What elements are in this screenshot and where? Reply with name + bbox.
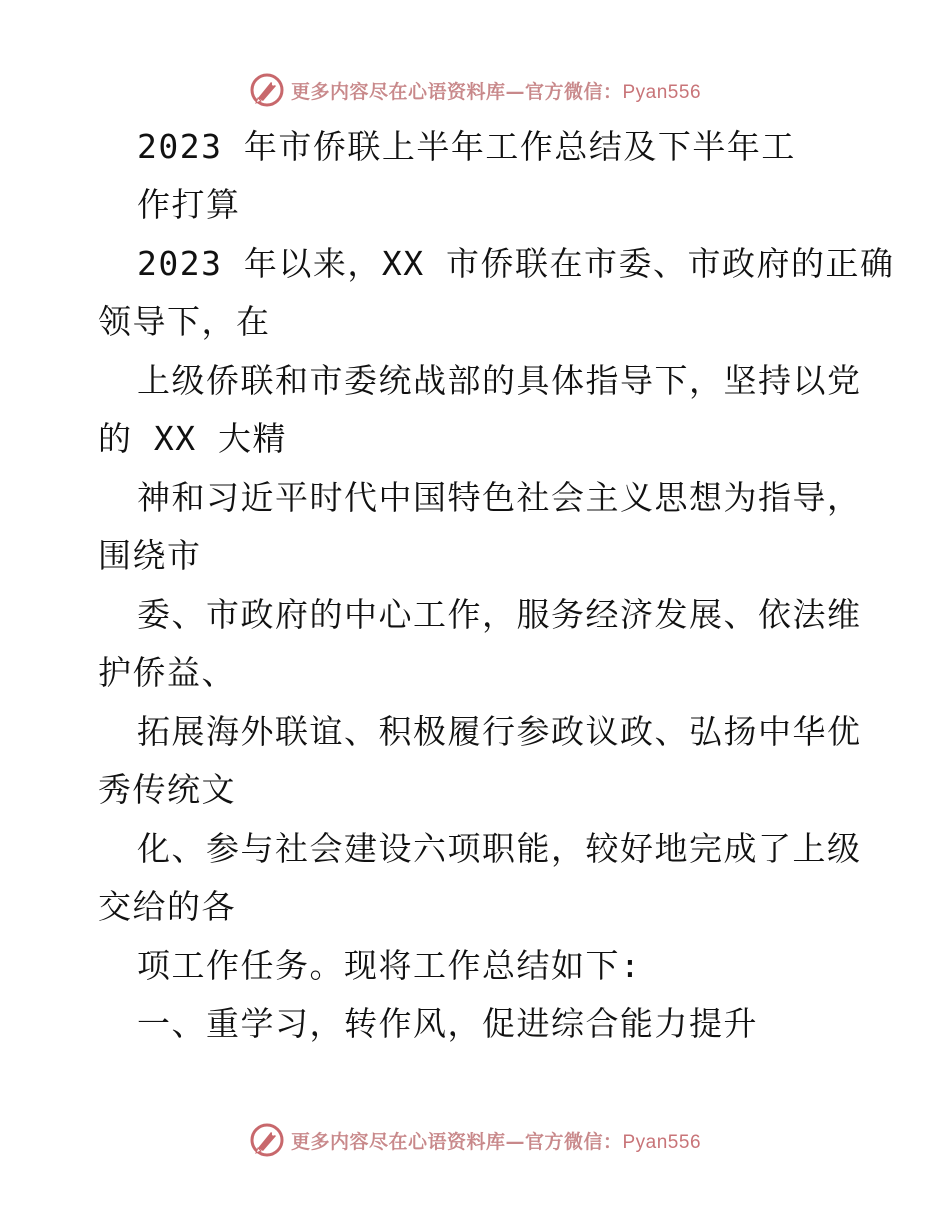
watermark-label: 更多内容尽在心语资料库—官方微信：	[290, 80, 623, 103]
paragraph-line: 围绕市	[98, 536, 202, 575]
watermark-text	[291, 77, 701, 104]
paragraph-line: 项工作任务。现将工作总结如下:	[137, 946, 642, 985]
document-title-line-1: 2023 年市侨联上半年工作总结及下半年工	[137, 127, 796, 166]
pen-logo-icon	[249, 1122, 285, 1158]
watermark-footer	[0, 1120, 950, 1160]
paragraph-line: 委、市政府的中心工作，服务经济发展、依法维	[137, 595, 862, 634]
pen-logo-icon	[249, 72, 285, 108]
watermark-text	[291, 1127, 701, 1154]
section-heading: 一、重学习，转作风，促进综合能力提升	[137, 1004, 758, 1043]
paragraph-line: 交给的各	[98, 887, 236, 926]
paragraph-line: 化、参与社会建设六项职能，较好地完成了上级	[137, 829, 862, 868]
document-title-line-2: 作打算	[137, 185, 241, 224]
watermark-handle: Pyan556	[622, 1131, 702, 1153]
paragraph-line: 护侨益、	[98, 653, 236, 692]
paragraph-line: 秀传统文	[98, 770, 236, 809]
paragraph-line: 的 XX 大精	[98, 419, 287, 458]
watermark-label: 更多内容尽在心语资料库—官方微信：	[290, 1130, 623, 1153]
paragraph-line: 2023 年以来，XX 市侨联在市委、市政府的正确	[137, 244, 895, 283]
paragraph-line: 拓展海外联谊、积极履行参政议政、弘扬中华优	[137, 712, 862, 751]
watermark-header	[0, 70, 950, 110]
paragraph-line: 上级侨联和市委统战部的具体指导下，坚持以党	[137, 361, 862, 400]
paragraph-line: 神和习近平时代中国特色社会主义思想为指导，	[137, 478, 862, 517]
watermark-handle: Pyan556	[622, 81, 702, 103]
paragraph-line: 领导下，在	[98, 302, 271, 341]
